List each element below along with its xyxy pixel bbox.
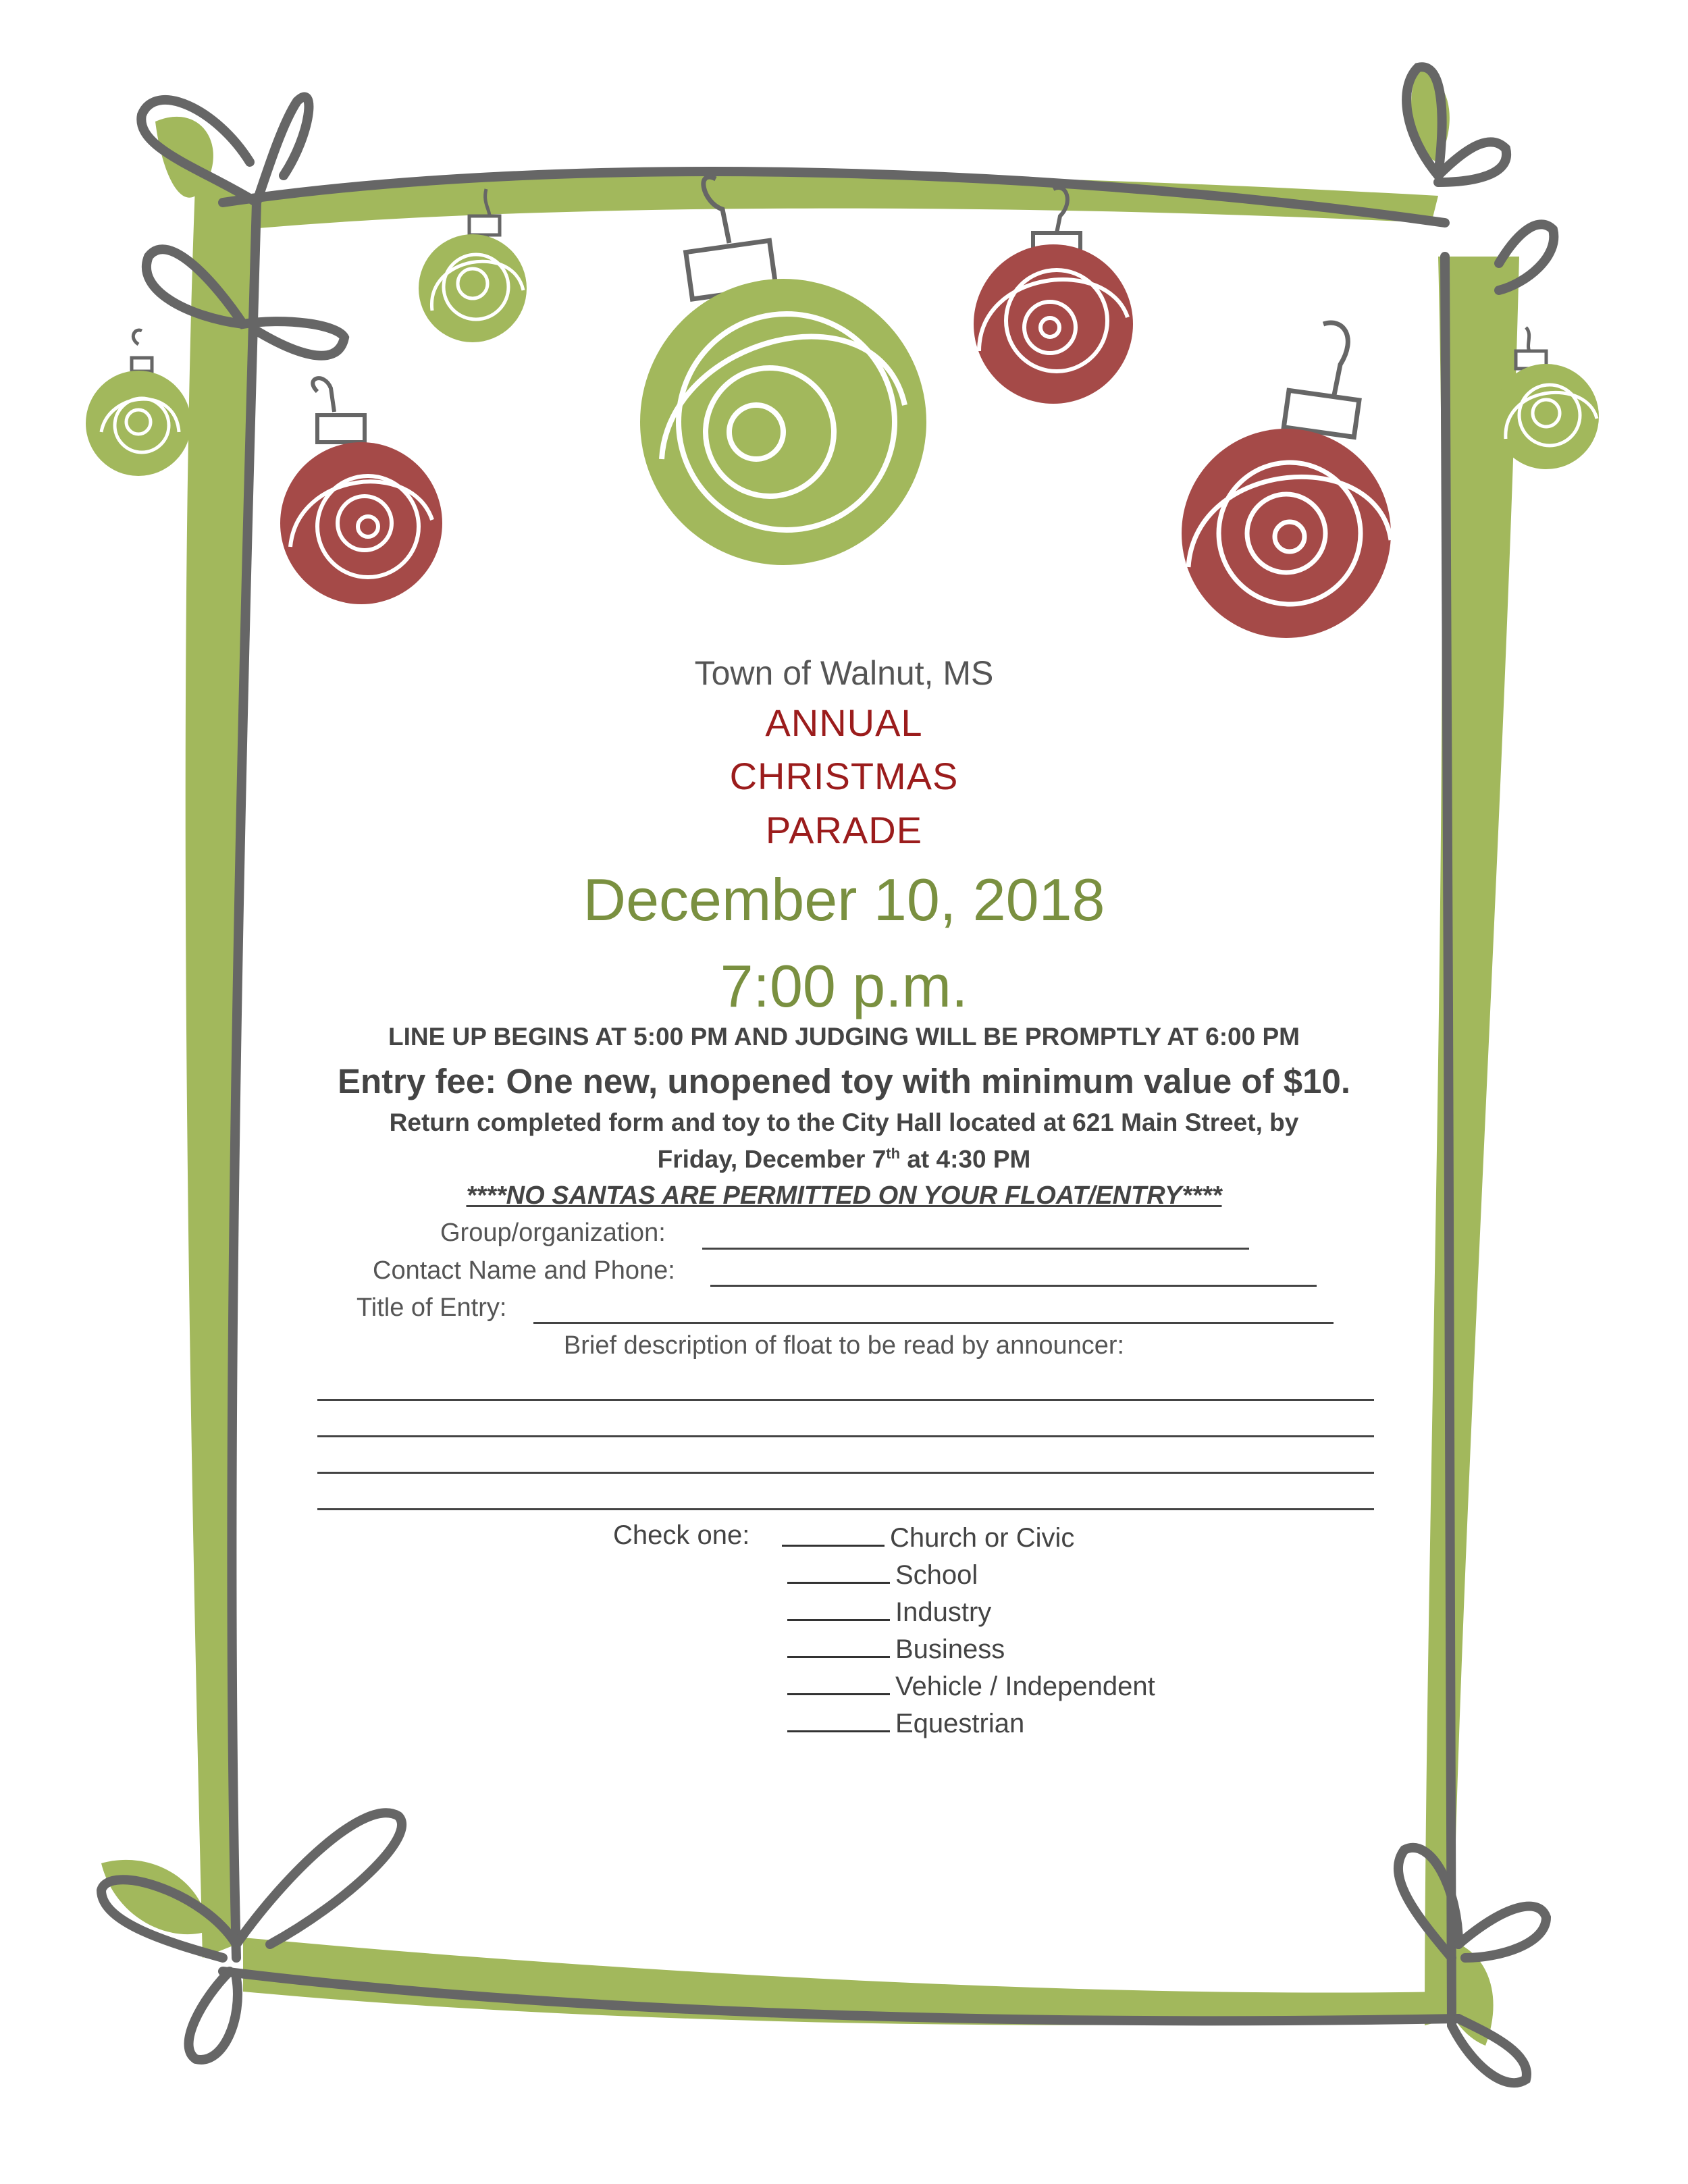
title-of-entry-field[interactable] xyxy=(533,1322,1334,1324)
title-of-entry-label: Title of Entry: xyxy=(357,1294,507,1322)
ordinal-suffix: th xyxy=(886,1145,901,1162)
category-label: School xyxy=(895,1560,978,1590)
category-label: Church or Civic xyxy=(890,1523,1075,1553)
check-one-label: Check one: xyxy=(613,1520,750,1550)
description-label: Brief description of float to be read by announcer: xyxy=(563,1331,1125,1360)
no-santas-warning: ****NO SANTAS ARE PERMITTED ON YOUR FLOAT/ENTRY**** xyxy=(466,1181,1222,1210)
return-deadline-date: Friday, December 7 xyxy=(657,1145,887,1173)
category-vehicle-independent[interactable] xyxy=(787,1669,1155,1702)
title-line-christmas: CHRISTMAS xyxy=(729,755,959,797)
checkbox-blank[interactable] xyxy=(787,1595,890,1621)
town-name: Town of Walnut, MS xyxy=(694,654,994,692)
category-industry[interactable] xyxy=(787,1595,991,1628)
parade-date: December 10, 2018 xyxy=(583,866,1105,933)
category-business[interactable] xyxy=(787,1632,1005,1665)
return-deadline-time: at 4:30 PM xyxy=(900,1145,1031,1173)
group-label: Group/organization: xyxy=(440,1219,666,1247)
entry-fee: Entry fee: One new, unopened toy with minimum value of $10. xyxy=(337,1062,1351,1100)
description-line-1[interactable] xyxy=(317,1399,1374,1401)
checkbox-blank[interactable] xyxy=(782,1520,885,1547)
checkbox-blank[interactable] xyxy=(787,1557,890,1584)
title-line-annual: ANNUAL xyxy=(765,701,923,744)
group-field[interactable] xyxy=(702,1248,1249,1250)
parade-time: 7:00 p.m. xyxy=(720,953,968,1019)
category-label: Industry xyxy=(895,1597,992,1627)
description-line-4[interactable] xyxy=(317,1508,1374,1510)
title-line-parade: PARADE xyxy=(765,809,923,851)
checkbox-blank[interactable] xyxy=(787,1669,890,1695)
description-line-2[interactable] xyxy=(317,1435,1374,1437)
return-instructions-line2 xyxy=(203,1145,1485,1173)
checkbox-blank[interactable] xyxy=(787,1706,890,1732)
category-label: Business xyxy=(895,1634,1005,1664)
checkbox-blank[interactable] xyxy=(787,1632,890,1658)
contact-field[interactable] xyxy=(710,1285,1317,1287)
contact-label: Contact Name and Phone: xyxy=(373,1256,675,1285)
category-church-civic[interactable] xyxy=(782,1520,1074,1553)
category-label: Vehicle / Independent xyxy=(895,1672,1155,1701)
category-school[interactable] xyxy=(787,1557,978,1591)
category-equestrian[interactable] xyxy=(787,1706,1024,1739)
description-line-3[interactable] xyxy=(317,1472,1374,1474)
category-label: Equestrian xyxy=(895,1709,1025,1738)
return-instructions-line1: Return completed form and toy to the City Hall located at 621 Main Street, by xyxy=(389,1109,1299,1136)
lineup-notice: LINE UP BEGINS AT 5:00 PM AND JUDGING WILL BE PROMPTLY AT 6:00 PM xyxy=(388,1023,1300,1050)
